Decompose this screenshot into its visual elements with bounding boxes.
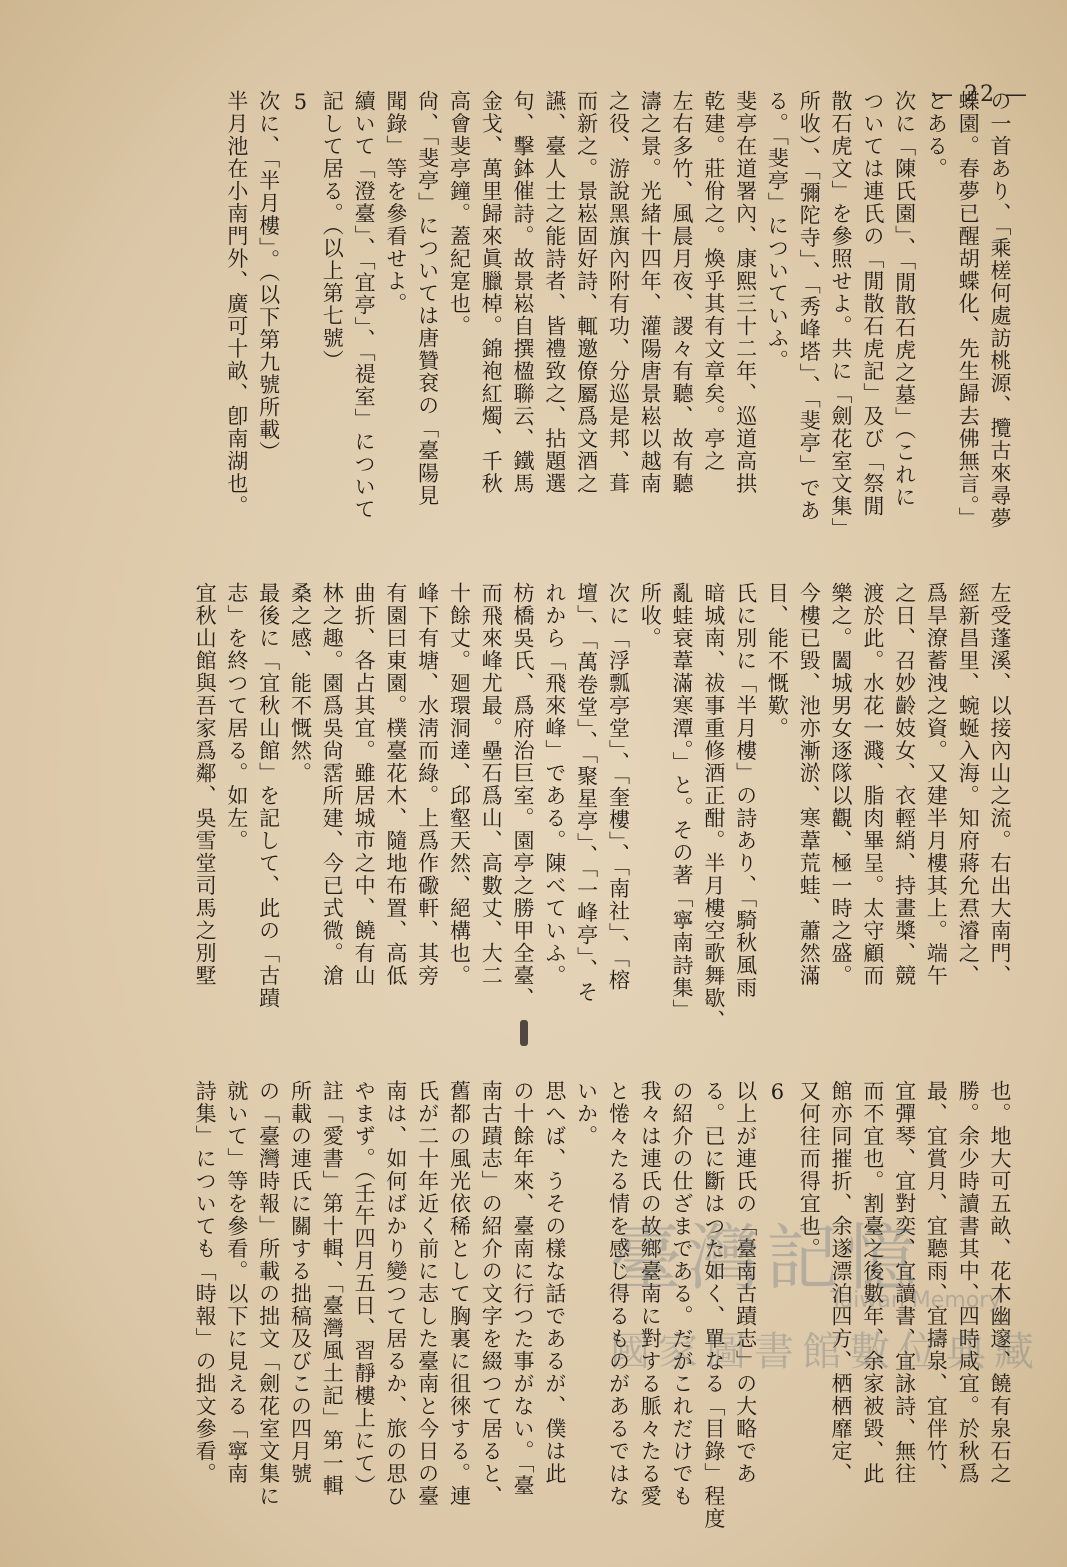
text-line: 而飛來峰尤最。壘石爲山、高數丈、大二 [479, 582, 504, 987]
text-line: 也。地大可五畝、花木幽邃、饒有泉石之 [988, 1080, 1012, 1485]
text-line: いか。 [574, 1080, 599, 1148]
ink-smudge [520, 1020, 528, 1046]
text-line: 渡於此。水花一濺、脂肉畢呈。太守顧而 [860, 582, 885, 987]
text-line: 以上が連氏の「臺南古蹟志」の大略であ [733, 1080, 758, 1485]
text-line: 志」を終つて居る。如左。 [224, 582, 249, 852]
text-line: 之日、召妙齡妓女、衣輕綃、持畫槳、競 [892, 582, 917, 987]
watermark-title: 臺灣記憶 [610, 1216, 923, 1300]
text-line: と惓々たる情を感じ得るものがあるではな [606, 1080, 631, 1508]
text-line: 林之趣。園爲吳尙霑所建、今已式微。滄 [320, 582, 345, 987]
text-line: 南は、如何ばかり變つて居るか、旅の思ひ [383, 1080, 408, 1508]
text-line: 高會斐亭鐘。蓋紀寔也。 [447, 90, 472, 338]
text-line: 我々は連氏の故鄉臺南に對する脈々たる愛 [638, 1080, 663, 1508]
text-line: 次に「浮瓢亭堂」、「奎樓」、「南社」、「榕 [606, 582, 631, 992]
watermark-english: Taiwan Memory [830, 1288, 1002, 1313]
text-line: 曲折、各占其宜。雖居城市之中、饒有山 [352, 582, 377, 987]
text-line: 散石虎文」を參照せよ。共に「劍花室文集」 [829, 90, 854, 540]
text-line: れから「飛來峰」である。陳べていふ。 [542, 582, 567, 987]
text-block-middle [188, 582, 1015, 1052]
page-number: — 22 — [931, 82, 1029, 107]
text-line: 濤之景。光緒十四年、灌陽唐景崧以越南 [638, 90, 663, 495]
text-line: 金戈、萬里歸來眞臘棹。錦袍紅燭、千秋 [479, 90, 504, 495]
text-line: の「臺灣時報」所載の拙文「劍花室文集に [256, 1080, 281, 1508]
text-line: 桑之感、能不慨然。 [288, 582, 313, 785]
text-line: 左受蓬溪、以接內山之流。右出大南門、 [988, 582, 1012, 987]
text-line: 詩集」についても「時報」の拙文參看。 [193, 1080, 218, 1485]
text-line: 次に「陳氏園」、「閒散石虎之墓」（これに [892, 90, 917, 509]
text-line: 勝。余少時讀書其中、四時咸宜。於秋爲 [956, 1080, 981, 1485]
text-line: 之役、游說黑旗內附有功、分巡是邦、葺 [606, 90, 631, 495]
text-line: 目、能不慨歎。 [765, 582, 790, 740]
text-line: 亂蛙衰葦滿寒潭。」と。その著「寧南詩集」 [670, 582, 695, 1022]
text-line: 乾建。莊佾之。煥乎其有文章矣。亭之 [701, 90, 726, 473]
watermark-subtitle: 國家圖書館數位典藏 [610, 1329, 1042, 1375]
text-line: 所收）、「彌陀寺」、「秀峰塔」、「斐亭」であ [797, 90, 822, 522]
text-line: 所載の連氏に關する拙稿及びこの四月號 [288, 1080, 313, 1485]
text-line: 十餘丈。廻環洞達、邱壑天然、絕構也。 [447, 582, 472, 987]
text-line: 最後に「宜秋山館」を記して、此の「古蹟 [256, 582, 281, 1010]
text-line: やまず。（壬午四月五日、習靜樓上にて） [352, 1080, 377, 1497]
text-line: 而不宜也。割臺之後數年、余家被毀、此 [860, 1080, 885, 1485]
text-line: 宜彈琴、宜對奕、宜讀書、宜詠詩、無往 [892, 1080, 917, 1485]
text-line: 峰下有塘、水淸而綠。上爲作礮軒、其旁 [415, 582, 440, 987]
text-line: 最、宜賞月、宜聽雨、宜擣泉、宜伴竹、 [924, 1080, 949, 1485]
text-line: 註「愛書」第十輯、「臺灣風土記」第一輯 [320, 1080, 345, 1497]
text-line: 記して居る。（以上第七號） [320, 90, 345, 372]
text-line: の紹介の仕ざまである。だがこれだけでも [670, 1080, 695, 1508]
text-line: 館亦同摧折、余遂漂泊四方、栖栖靡定、 [829, 1080, 854, 1485]
text-line: 思へば、うその樣な話であるが、僕は此 [542, 1080, 567, 1485]
text-line: 5 [288, 90, 313, 116]
text-line: 續いて「澄臺」、「宜亭」、「禔室」について [352, 90, 377, 521]
text-block-top [220, 90, 1015, 560]
text-line: 讌、臺人士之能詩者、皆禮致之、拈題選 [542, 90, 567, 495]
text-line: 半月池在小南門外、廣可十畝、卽南湖也。 [224, 90, 249, 518]
text-line: 又何往而得宜也。 [797, 1080, 822, 1260]
text-line: とある。 [924, 90, 949, 180]
text-line: 南古蹟志」の紹介の文字を綴つて居ると、 [479, 1080, 504, 1508]
text-line: 氏に別に「半月樓」の詩あり、「騎秋風雨 [733, 582, 758, 999]
text-line: る。已に斷はつた如く、單なる「目錄」程度 [701, 1080, 726, 1530]
text-line: ついては連氏の「閒散石虎記」及び「祭閒 [860, 90, 885, 518]
text-line: 舊都の風光依稀として胸裏に徂徠する。連 [447, 1080, 472, 1508]
text-line: 所收。 [638, 582, 663, 650]
text-line: 蝶園。春夢已醒胡蝶化、先生歸去佛無言。」 [956, 90, 981, 530]
text-line: 爲旱潦蓄洩之資。又建半月樓其上。端午 [924, 582, 949, 987]
text-line: 次に、「半月樓」。（以下第九號所載） [256, 90, 281, 464]
text-line: 6 [765, 1080, 790, 1106]
text-line: 經新昌里、蜿蜒入海。知府蔣允焄濬之、 [956, 582, 981, 987]
text-line: 有園曰東園。樸臺花木、隨地布置、高低 [383, 582, 408, 987]
text-line: 暗城南、祓事重修酒正酣。半月樓空歌舞歇、 [701, 582, 726, 1032]
text-line: 樂之。闔城男女逐隊以觀、極一時之盛。 [829, 582, 854, 987]
text-line: 聞錄」等を參看せよ。 [383, 90, 408, 315]
text-line: 枋橋吳氏、爲府治巨室。園亭之勝甲全臺、 [511, 582, 536, 1010]
text-line: 今樓已毀、池亦漸淤、寒葦荒蛙、蕭然滿 [797, 582, 822, 987]
text-line: 氏が二十年近く前に志した臺南と今日の臺 [415, 1080, 440, 1508]
text-line: る。「斐亭」についていふ。 [765, 90, 790, 372]
text-line: 就いて」等を參看。以下に見える「寧南 [224, 1080, 249, 1485]
text-line: 斐亭在道署內、康熙三十二年、巡道高拱 [733, 90, 758, 495]
text-line: 而新之。景崧固好詩、輒邀僚屬爲文酒之 [574, 90, 599, 495]
text-line: の一首あり、「乘槎何處訪桃源、攬古來尋夢 [988, 90, 1012, 530]
text-block-bottom [188, 1080, 1015, 1530]
text-line: 尙、「斐亭」については唐贊袞の「臺陽見 [415, 90, 440, 507]
text-line: 句、擊鉢催詩。故景崧自撰楹聯云、鐵馬 [511, 90, 536, 495]
text-line: の十餘年來、臺南に行つた事がない。「臺 [511, 1080, 536, 1497]
text-line: 壇」、「萬卷堂」、「聚星亭」、「一峰亭」、そ [574, 582, 599, 1004]
text-line: 宜秋山館與吾家爲鄰、吳雪堂司馬之別墅 [193, 582, 218, 987]
text-line: 左右多竹、風晨月夜、謖々有聽、故有聽 [670, 90, 695, 495]
